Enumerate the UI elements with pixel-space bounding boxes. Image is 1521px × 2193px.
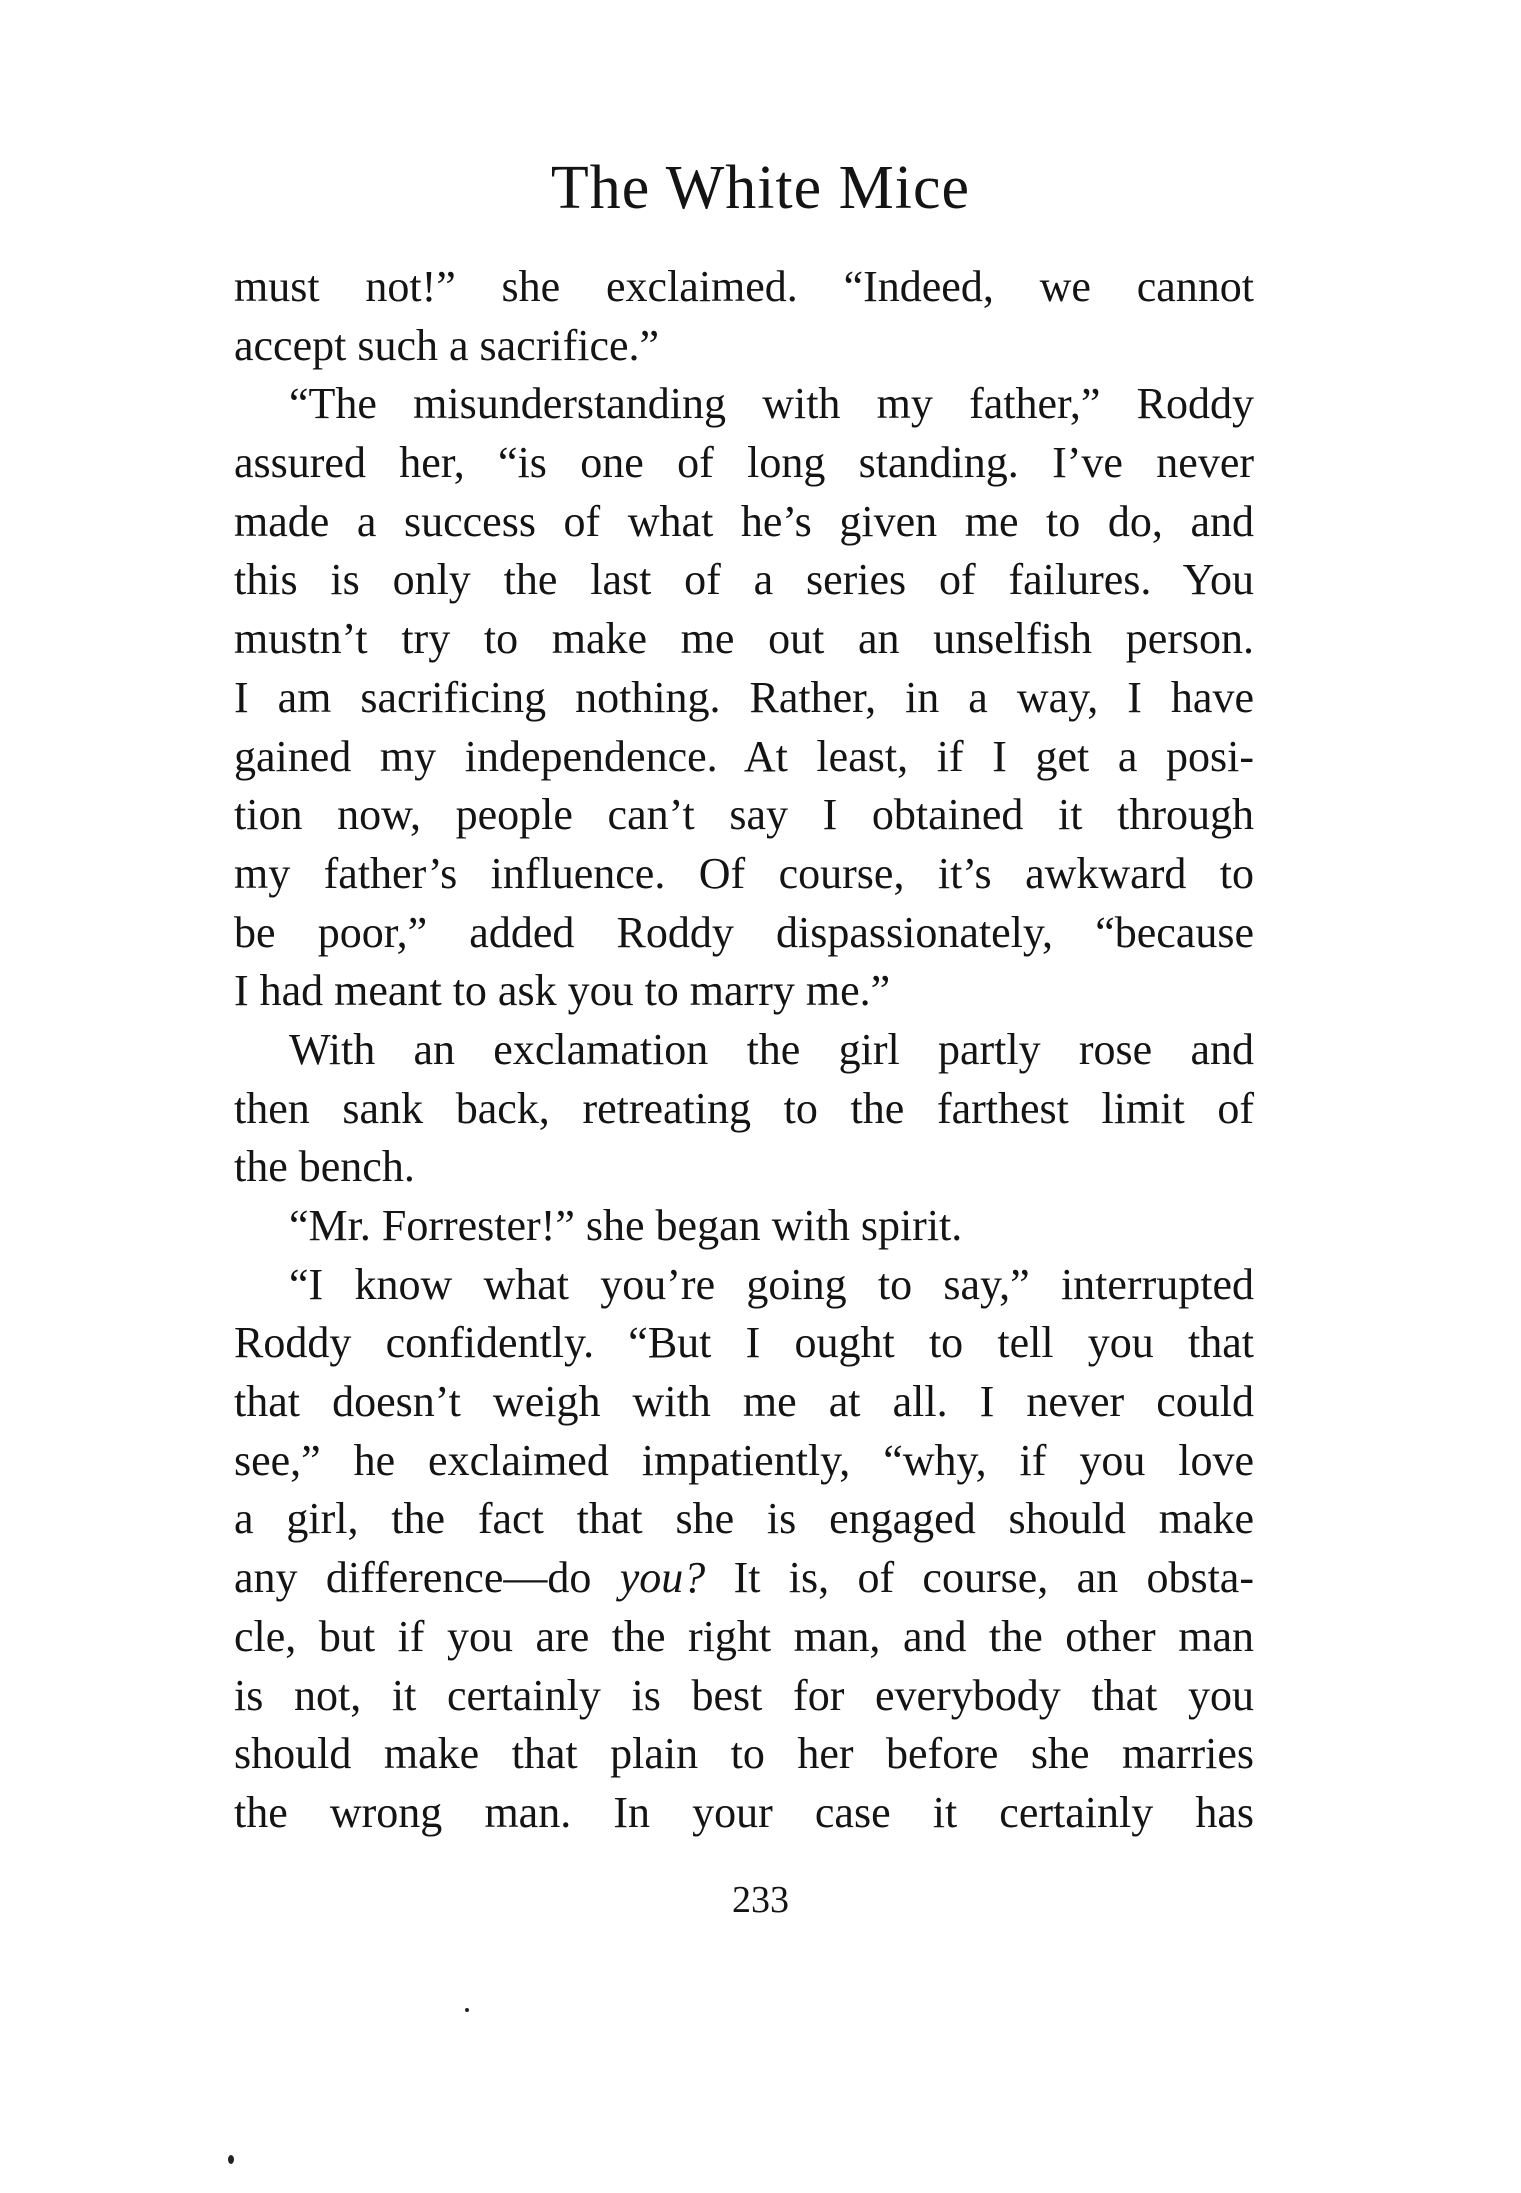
text-line-part: any difference—do bbox=[234, 1553, 620, 1603]
body-text bbox=[234, 258, 1254, 1843]
text-line: a girl, the fact that she is engaged should make bbox=[234, 1494, 1254, 1544]
text-line: the bench. bbox=[234, 1142, 415, 1192]
text-line: “I know what you’re going to say,” interrupted bbox=[289, 1259, 1254, 1309]
text-line: accept such a sacrifice.” bbox=[234, 320, 660, 370]
text-line: must not!” she exclaimed. “Indeed, we cannot bbox=[234, 262, 1254, 311]
text-line: made a success of what he’s given me to do, and bbox=[234, 496, 1254, 546]
text-line: that doesn’t weigh with me at all. I never could bbox=[234, 1377, 1254, 1427]
page-number: 233 bbox=[732, 1879, 789, 1921]
text-line: With an exclamation the girl partly rose and bbox=[289, 1024, 1254, 1074]
text-line: “The misunderstanding with my father,” Roddy bbox=[289, 379, 1254, 429]
print-speck bbox=[228, 2155, 234, 2164]
text-line: I had meant to ask you to marry me.” bbox=[234, 966, 891, 1016]
text-line: my father’s influence. Of course, it’s awkward to bbox=[234, 848, 1254, 898]
text-line: this is only the last of a series of failures. You bbox=[234, 555, 1254, 605]
text-line: be poor,” added Roddy dispassionately, “because bbox=[234, 907, 1254, 957]
text-line: see,” he exclaimed impatiently, “why, if you love bbox=[234, 1435, 1254, 1485]
text-line: “Mr. Forrester!” she began with spirit. bbox=[289, 1201, 963, 1250]
print-speck bbox=[465, 2008, 469, 2012]
text-line: tion now, people can’t say I obtained it through bbox=[234, 790, 1254, 840]
italic-word: you? bbox=[619, 1553, 706, 1603]
running-head: The White Mice bbox=[550, 154, 971, 222]
text-line: then sank back, retreating to the farthest limit of bbox=[234, 1083, 1254, 1133]
text-line: I am sacrificing nothing. Rather, in a way, I have bbox=[234, 672, 1254, 722]
text-line: mustn’t try to make me out an unselfish person. bbox=[234, 614, 1254, 664]
text-line: gained my independence. At least, if I get a posi- bbox=[234, 731, 1254, 781]
text-line: assured her, “is one of long standing. I’ve never bbox=[234, 438, 1254, 488]
text-line: cle, but if you are the right man, and the other man bbox=[234, 1611, 1254, 1661]
text-line-part: It is, of course, an obsta- bbox=[705, 1553, 1254, 1603]
text-line bbox=[234, 1549, 1254, 1608]
text-line: Roddy confidently. “But I ought to tell you that bbox=[234, 1318, 1254, 1368]
text-line: the wrong man. In your case it certainly has bbox=[234, 1787, 1254, 1837]
text-line: is not, it certainly is best for everybody that you bbox=[234, 1670, 1254, 1720]
text-line: should make that plain to her before she marries bbox=[234, 1729, 1254, 1779]
